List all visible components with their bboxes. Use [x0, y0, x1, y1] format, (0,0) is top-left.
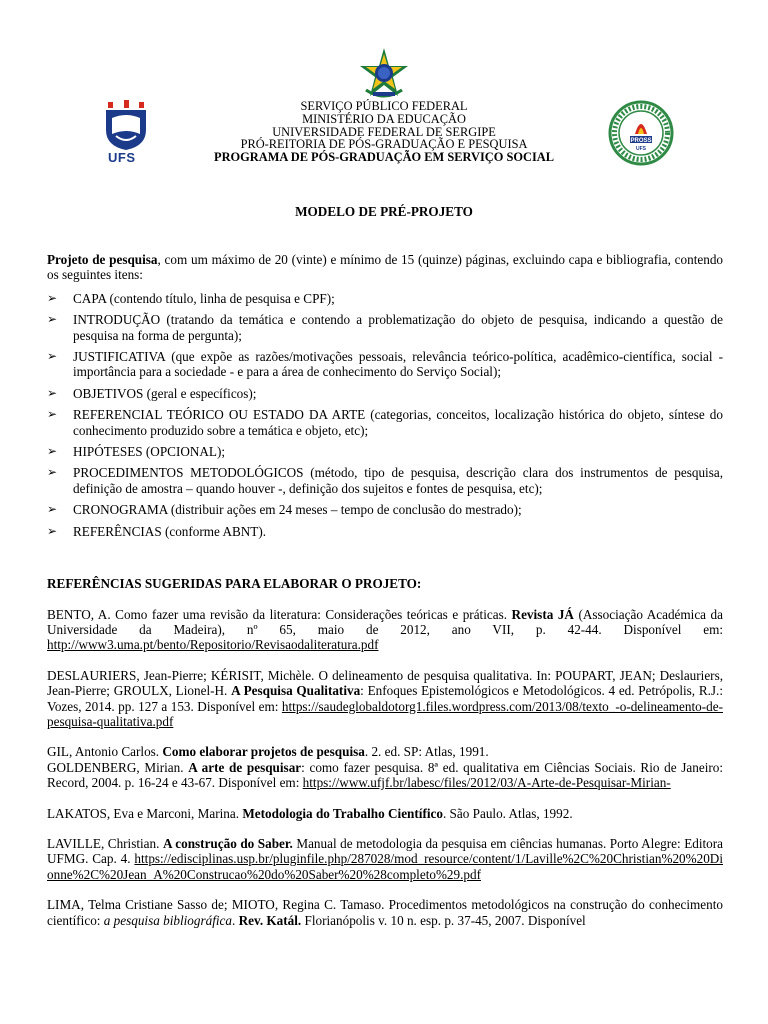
- arrow-bullet-icon: ➢: [47, 312, 58, 327]
- list-item: ➢ HIPÓTESES (OPCIONAL);: [47, 444, 226, 460]
- list-item: ➢ CAPA (contendo título, linha de pesquisa e CPF);: [47, 290, 335, 306]
- required-items-list: [47, 291, 723, 539]
- svg-text:UFS: UFS: [636, 146, 646, 152]
- references-heading: REFERÊNCIAS SUGERIDAS PARA ELABORAR O PROJETO:: [47, 576, 422, 592]
- list-item: ➢ REFERENCIAL TEÓRICO OU ESTADO DA ARTE (categorias, conceitos, localização histórica do objeto, síntese do conhecimento produzido sobre a temática e objeto, etc);: [47, 407, 723, 438]
- reference-link[interactable]: https://saudeglobaldotorg1.files.wordpress.com/2013/08/texto_-o-delineamento-de-pesquisa-qualitativa.pdf: [47, 698, 723, 729]
- list-item: ➢ INTRODUÇÃO (tratando da temática e contendo a problematização do objeto de pesquisa, indicando a questão de pesquisa na forma de pergunta);: [47, 312, 723, 343]
- arrow-bullet-icon: ➢: [47, 349, 58, 364]
- reference-deslauriers: DESLAURIERS, Jean-Pierre; KÉRISIT, Michèle. O delineamento de pesquisa qualitativa. In: POUPART, JEAN; Deslauriers, Jean-Pierre; GROULX, Lionel-H. A Pesquisa Qualitativa: Enfoques Epistemológicos e Metodológicos. 4 ed. Petrópolis, R.J.: Vozes, 2014. pp. 127 a 153. Disponível em: https://saudeglobaldotorg1.files.wordpress.com/2013/08/texto_-o-delineamento-de-pesquisa-qualitativa.pdf: [47, 667, 723, 729]
- reference-link[interactable]: http://www3.uma.pt/bento/Repositorio/Revisaodaliteratura.pdf: [47, 637, 379, 653]
- header-line-5: PROGRAMA DE PÓS-GRADUAÇÃO EM SERVIÇO SOCIAL: [214, 150, 554, 165]
- list-item: ➢ JUSTIFICATIVA (que expõe as razões/motivações pessoais, relevância teórico-política, acadêmico-científica, social - importância para a sociedade - e para a área de conhecimento do Serviço Social);: [47, 349, 723, 380]
- list-item: ➢ PROCEDIMENTOS METODOLÓGICOS (método, tipo de pesquisa, descrição clara dos instrumentos de pesquisa, definição de amostra – quando houver -, definição dos sujeitos e fontes de pesquisa, etc);: [47, 465, 723, 496]
- svg-text:PROSS: PROSS: [630, 138, 652, 144]
- reference-goldenberg: GOLDENBERG, Mirian. A arte de pesquisar: como fazer pesquisa. 8ª ed. qualitativa em Ciências Sociais. Rio de Janeiro: Record, 2004. p. 16-24 e 43-67. Disponível em: https://www.ufjf.br/labesc/files/2012/03/A-Arte-de-Pesquisar-Mirian-: [47, 759, 724, 791]
- header-line-1: SERVIÇO PÚBLICO FEDERAL: [300, 99, 468, 113]
- arrow-bullet-icon: ➢: [47, 385, 58, 400]
- list-item: ➢ OBJETIVOS (geral e específicos);: [47, 385, 257, 401]
- reference-link[interactable]: https://www.ufjf.br/labesc/files/2012/03/A-Arte-de-Pesquisar-Mirian-: [302, 775, 671, 791]
- header-line-4: PRÓ-REITORIA DE PÓS-GRADUAÇÃO E PESQUISA: [240, 137, 528, 152]
- institution-header: [0, 100, 768, 164]
- intro-paragraph: Projeto de pesquisa, com um máximo de 20 (vinte) e mínimo de 15 (quinze) páginas, excluindo capa e bibliografia, contendo os seguintes itens:: [47, 252, 724, 283]
- document-title: MODELO DE PRÉ-PROJETO: [295, 204, 473, 219]
- brazil-coat-of-arms-icon: [356, 46, 412, 102]
- header-line-2: MINISTÉRIO DA EDUCAÇÃO: [302, 111, 466, 126]
- arrow-bullet-icon: ➢: [47, 407, 58, 422]
- reference-laville: LAVILLE, Christian. A construção do Saber. Manual de metodologia da pesquisa em ciências humanas. Porto Alegre: Editora UFMG. Cap. 4. https://edisciplinas.usp.br/pluginfile.php/287028/mod_resource/content/1/Laville%2C%20Christian%20%20Dionne%2C%20Jean_A%20Construcao%20do%20Saber%20%28completo%29.pdf: [47, 835, 724, 882]
- document-body: [47, 252, 723, 943]
- reference-bento: BENTO, A. Como fazer uma revisão da literatura: Considerações teóricas e práticas. Revista JÁ (Associação Académica da Universidade da Madeira), nº 65, maio de 2012, ano VII, p. 42-44. Disponível em: http://www3.uma.pt/bento/Repositorio/Revisaodaliteratura.pdf: [47, 606, 723, 653]
- arrow-bullet-icon: ➢: [47, 290, 58, 305]
- list-item: ➢ CRONOGRAMA (distribuir ações em 24 meses – tempo de conclusão do mestrado);: [47, 502, 522, 518]
- reference-lima: LIMA, Telma Cristiane Sasso de; MIOTO, Regina C. Tamaso. Procedimentos metodológicos na construção do conhecimento científico: a pesquisa bibliográfica. Rev. Katál. Florianópolis v. 10 n. esp. p. 37-45, 2007. Disponível: [47, 897, 723, 928]
- arrow-bullet-icon: ➢: [47, 502, 58, 517]
- ufs-logo-text: UFS: [108, 150, 136, 165]
- list-item: ➢ REFERÊNCIAS (conforme ABNT).: [47, 523, 267, 539]
- reference-lakatos: LAKATOS, Eva e Marconi, Marina. Metodologia do Trabalho Científico. São Paulo. Atlas, 1992.: [47, 805, 573, 821]
- arrow-bullet-icon: ➢: [47, 465, 58, 480]
- reference-link[interactable]: https://edisciplinas.usp.br/pluginfile.php/287028/mod_resource/content/1/Laville%2C%20Christian%20%20Dionne%2C%20Jean_A%20Construcao%20do%20Saber%20%28completo%29.pdf: [47, 851, 723, 882]
- reference-gil: GIL, Antonio Carlos. Como elaborar projetos de pesquisa. 2. ed. SP: Atlas, 1991.: [47, 744, 489, 760]
- arrow-bullet-icon: ➢: [47, 523, 58, 538]
- header-line-3: UNIVERSIDADE FEDERAL DE SERGIPE: [272, 124, 496, 139]
- arrow-bullet-icon: ➢: [47, 444, 58, 459]
